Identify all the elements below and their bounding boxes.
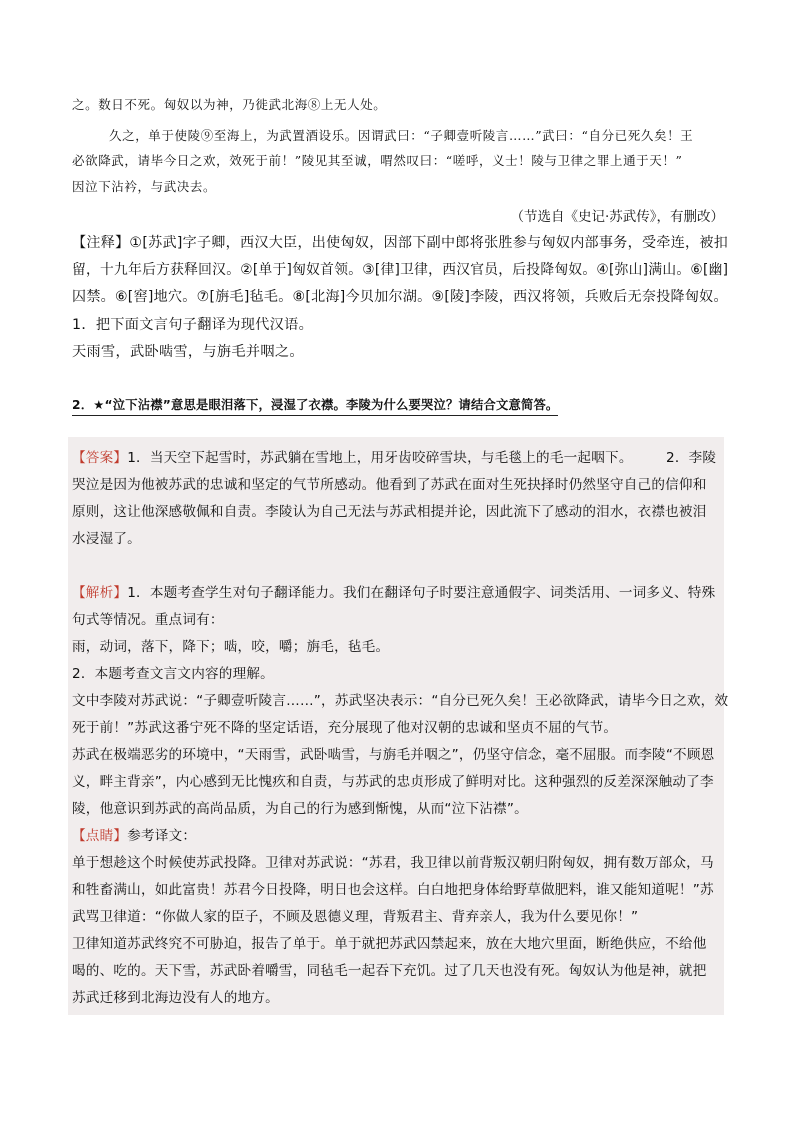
passage-line-1: 之。数日不死。匈奴以为神，乃徙武北海⑧上无人处。 xyxy=(72,97,387,112)
tips-line-6: 苏武迁移到北海边没有人的地方。 xyxy=(72,990,279,1006)
tips-line-5: 喝的、吃的。天下雪，苏武卧着嚼雪，同毡毛一起吞下充饥。过了几天也没有死。匈奴认为他是神，就把 xyxy=(72,963,707,979)
tips-line-4: 卫律知道苏武终究不可胁迫，报告了单于。单于就把苏武囚禁起来，放在大地穴里面，断绝供应，不给他 xyxy=(72,936,707,952)
passage-line-4: 因泣下沾衿，与武决去。 xyxy=(72,179,217,194)
question-2: 2．★“泣下沾襟”意思是眼泪落下，浸湿了衣襟。李陵为什么要哭泣？请结合文意简答。 xyxy=(72,395,558,416)
answer-line-3: 原则，这让他深感敬佩和自责。李陵认为自己无法与苏武相提并论，因此流下了感动的泪水，衣襟也被泪 xyxy=(72,504,707,520)
answer-line-4: 水浸湿了。 xyxy=(72,531,141,547)
analysis-tag: 【解析】 xyxy=(72,585,128,601)
answer-line-1: 【答案】1．当天空下起雪时，苏武躺在雪地上，用牙齿咬碎雪块，与毛毯上的毛一起咽下。 xyxy=(72,450,633,466)
passage-source: （节选自《史记·苏武传》，有删改） xyxy=(510,209,724,225)
tips-tag: 【点睛】 xyxy=(72,828,128,844)
tips-line-1: 单于想趁这个时候使苏武投降。卫律对苏武说：“苏君，我卫律以前背叛汉朝归附匈奴，拥有数万部众，马 xyxy=(72,855,714,871)
answer-line-1b: 2．李陵 xyxy=(666,450,717,466)
notes-line-3: 囚禁。⑥[窖]地穴。⑦[旃毛]毡毛。⑧[北海]今贝加尔湖。⑨[陵]李陵，西汉将领，兵败后无奈投降匈奴。 xyxy=(72,289,728,305)
passage-line-3: 必欲降武，请毕今日之欢，效死于前！”陵见其至诚，喟然叹曰：“嗟呼，义士！陵与卫律之罪上通于天！” xyxy=(72,153,683,168)
notes-line-1: 【注释】①[苏武]字子卿，西汉大臣，出使匈奴，因部下副中郎将张胜参与匈奴内部事务，受牵连，被扣 xyxy=(72,235,729,251)
analysis-line-7: 苏武在极端恶劣的环境中，“天雨雪，武卧啮雪，与旃毛并咽之”，仍坚守信念，毫不屈服。而李陵“不顾恩 xyxy=(72,747,715,763)
analysis-line-6: 死于前！”苏武这番宁死不降的坚定话语，充分展现了他对汉朝的忠诚和坚贞不屈的气节。 xyxy=(72,720,618,736)
analysis-line-8: 义，畔主背亲”，内心感到无比愧疚和自责，与苏武的忠贞形成了鲜明对比。这种强烈的反差深深触动了李 xyxy=(72,774,714,790)
question-1-title: 1．把下面文言句子翻译为现代汉语。 xyxy=(72,317,314,333)
answer-tag: 【答案】 xyxy=(72,450,128,466)
analysis-line-2: 句式等情况。重点词有： xyxy=(72,612,224,628)
passage-line-2: 久之，单于使陵⑨至海上，为武置酒设乐。因谓武曰：“子卿壹听陵言……”武曰：“自分已死久矣！王 xyxy=(109,128,694,143)
analysis-line-4: 2．本题考查文言文内容的理解。 xyxy=(72,666,274,682)
analysis-line-9: 陵，他意识到苏武的高尚品质，为自己的行为感到惭愧，从而“泣下沾襟”。 xyxy=(72,801,528,817)
notes-line-2: 留，十九年后方获释回汉。②[单于]匈奴首领。③[律]卫律，西汉官员，后投降匈奴。④[弥山]满山。⑥[幽] xyxy=(72,262,729,278)
tips-line-2: 和牲畜满山，如此富贵！苏君今日投降，明日也会这样。白白地把身体给野草做肥料，谁又能知道呢！”苏 xyxy=(72,882,714,898)
analysis-line-5: 文中李陵对苏武说：“子卿壹听陵言……”，苏武坚决表示：“自分已死久矣！王必欲降武，请毕今日之欢，效 xyxy=(72,693,729,709)
analysis-line-1: 【解析】1．本题考查学生对句子翻译能力。我们在翻译句子时要注意通假字、词类活用、一词多义、特殊 xyxy=(72,585,716,601)
tips-line-3: 武骂卫律道：“你做人家的臣子，不顾及恩德义理，背叛君主、背弃亲人，我为什么要见你！” xyxy=(72,909,639,925)
tips-head: 【点睛】参考译文： xyxy=(72,828,197,844)
answer-line-2: 哭泣是因为他被苏武的忠诚和坚定的气节所感动。他看到了苏武在面对生死抉择时仍然坚守自己的信仰和 xyxy=(72,477,707,493)
question-1-sentence: 天雨雪，武卧啮雪，与旃毛并咽之。 xyxy=(72,344,304,360)
analysis-line-3: 雨，动词，落下，降下；啮，咬，嚼；旃毛，毡毛。 xyxy=(72,639,390,655)
